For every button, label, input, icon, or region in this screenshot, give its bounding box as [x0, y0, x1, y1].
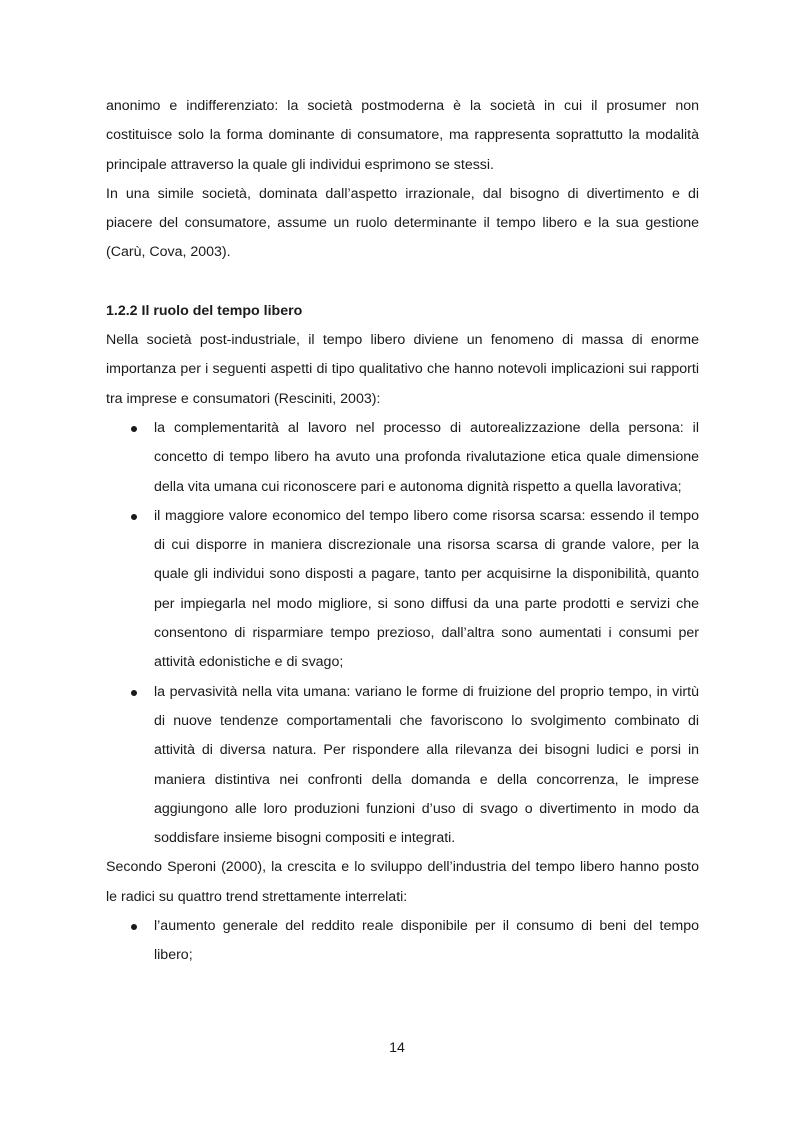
aspects-list	[106, 414, 699, 853]
bullet-icon	[131, 426, 137, 432]
bullet-icon	[131, 924, 137, 930]
list-item	[106, 912, 699, 971]
list-item-text: l’aumento generale del reddito reale disponibile per il consumo di beni del tempo libero;	[154, 918, 699, 964]
trends-list	[106, 912, 699, 971]
list-item-text: il maggiore valore economico del tempo libero come risorsa scarsa: essendo il tempo di cui disporre in maniera discrezionale una risorsa scarsa di grande valore, per la quale gli individui sono disposti a pagare, tanto per acquisirne la disponibilità, quanto per impiegarla nel modo migliore, si sono diffusi da una parte prodotti e servizi che consentono di risparmiare tempo prezioso, dall’altra sono aumentati i consumi per attività edonistiche e di svago;	[154, 507, 699, 671]
page-body	[106, 92, 699, 971]
paragraph-prosumer: anonimo e indifferenziato: la società postmoderna è la società in cui il prosumer non costituisce solo la forma dominante di consumatore, ma rappresenta soprattutto la modalità principale attraverso la quale gli individui esprimono se stessi.	[106, 98, 699, 173]
list-item	[106, 502, 699, 678]
paragraph-speroni: Secondo Speroni (2000), la crescita e lo sviluppo dell’industria del tempo libero hanno posto le radici su quattro trend strettamente interrelati:	[106, 859, 699, 905]
bullet-icon	[131, 514, 137, 520]
list-item	[106, 414, 699, 502]
list-item-text: la complementarità al lavoro nel processo di autorealizzazione della persona: il concetto di tempo libero ha avuto una profonda rivalutazione etica quale dimensione della vita umana cui riconoscere pari e autonoma dignità rispetto a quella lavorativa;	[154, 419, 699, 495]
section-heading: 1.2.2 Il ruolo del tempo libero	[106, 302, 303, 319]
bullet-icon	[131, 690, 137, 696]
paragraph-societa-post-industriale: Nella società post-industriale, il tempo libero diviene un fenomeno di massa di enorme importanza per i seguenti aspetti di tipo qualitativo che hanno notevoli implicazioni sui rapporti tra imprese e consumatori (Resciniti, 2003):	[106, 332, 699, 407]
list-item-text: la pervasività nella vita umana: variano le forme di fruizione del proprio tempo, in virtù di nuove tendenze comportamentali che favoriscono lo svolgimento combinato di attività di diversa natura. Per rispondere alla rilevanza dei bisogni ludici e porsi in maniera distintiva nei confronti della domanda e della concorrenza, le imprese aggiungono alle loro produzioni funzioni d’uso di svago o divertimento in modo da soddisfare insieme bisogni compositi e integrati.	[154, 683, 699, 847]
list-item	[106, 678, 699, 854]
page-number: 14	[389, 1040, 405, 1056]
paragraph-tempo-libero: In una simile società, dominata dall’aspetto irrazionale, dal bisogno di divertimento e di piacere del consumatore, assume un ruolo determinante il tempo libero e la sua gestione (Carù, Cova, 2003).	[106, 185, 699, 261]
